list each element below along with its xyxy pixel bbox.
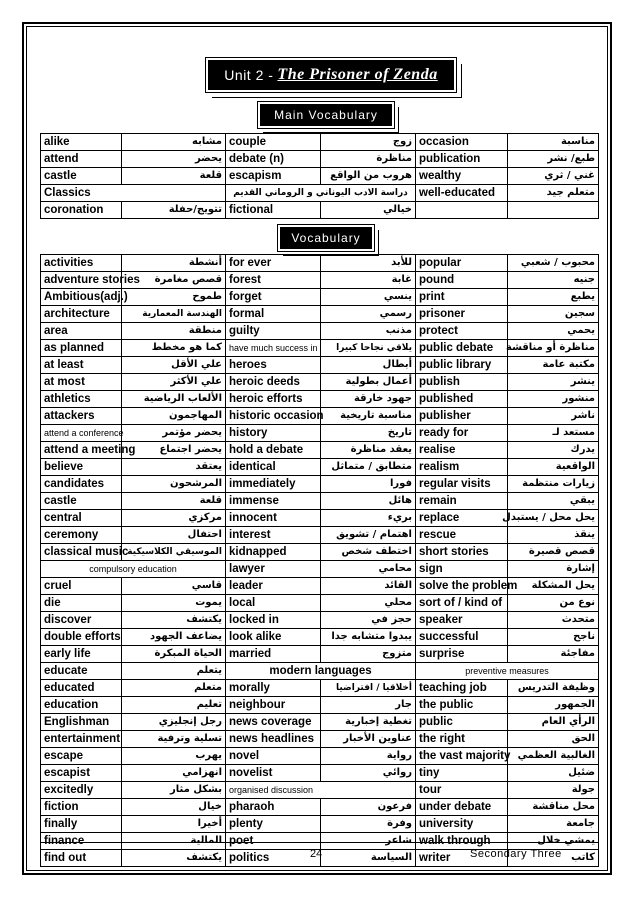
word-ar: طبع/ نشر bbox=[508, 151, 599, 168]
word-ar: ناجح bbox=[508, 629, 599, 646]
word-ar: يحمي bbox=[508, 323, 599, 340]
word-ar: الواقعية bbox=[508, 459, 599, 476]
word-ar: وفرة bbox=[321, 816, 416, 833]
vocab-row bbox=[41, 255, 599, 272]
word-en: writer bbox=[416, 850, 508, 867]
word-en: walk through bbox=[416, 833, 508, 850]
word-en: sign bbox=[416, 561, 508, 578]
word-en: at most bbox=[41, 374, 122, 391]
word-ar: دراسة الادب اليوناني و الروماني القديم bbox=[226, 185, 416, 202]
word-en: Classics bbox=[41, 185, 226, 202]
word-en: attend bbox=[41, 151, 122, 168]
word-en: public debate bbox=[416, 340, 508, 357]
word-ar: طموح bbox=[122, 289, 226, 306]
word-en: solve the problem bbox=[416, 578, 508, 595]
word-en: heroic deeds bbox=[226, 374, 321, 391]
word-en: married bbox=[226, 646, 321, 663]
vocab-row bbox=[41, 731, 599, 748]
vocab-row bbox=[41, 442, 599, 459]
word-ar: قاسي bbox=[122, 578, 226, 595]
word-en: pound bbox=[416, 272, 508, 289]
word-ar: محل مناقشة bbox=[508, 799, 599, 816]
vocab-row bbox=[41, 357, 599, 374]
word-en: under debate bbox=[416, 799, 508, 816]
word-ar: ينقذ bbox=[508, 527, 599, 544]
vocab-row bbox=[41, 202, 599, 219]
word-en: news headlines bbox=[226, 731, 321, 748]
word-en: as planned bbox=[41, 340, 122, 357]
word-ar: انهزامي bbox=[122, 765, 226, 782]
word-en: look alike bbox=[226, 629, 321, 646]
word-ar: السياسة bbox=[321, 850, 416, 867]
word-en: publisher bbox=[416, 408, 508, 425]
vocab-row bbox=[41, 612, 599, 629]
main-vocabulary-table bbox=[40, 133, 599, 219]
word-en: the vast majority bbox=[416, 748, 508, 765]
word-ar: متزوج bbox=[321, 646, 416, 663]
word-en: have much success in bbox=[226, 340, 321, 357]
word-ar: خيالي bbox=[321, 202, 416, 219]
word-en: for ever bbox=[226, 255, 321, 272]
word-en: speaker bbox=[416, 612, 508, 629]
word-en: morally bbox=[226, 680, 321, 697]
word-en: realise bbox=[416, 442, 508, 459]
word-ar: أبطال bbox=[321, 357, 416, 374]
word-ar: يعتقد bbox=[122, 459, 226, 476]
word-en: wealthy bbox=[416, 168, 508, 185]
word-ar: يمشي خلال bbox=[508, 833, 599, 850]
word-en: believe bbox=[41, 459, 122, 476]
word-ar: أنشطة bbox=[122, 255, 226, 272]
word-en: poet bbox=[226, 833, 321, 850]
word-en: protect bbox=[416, 323, 508, 340]
word-en: escapism bbox=[226, 168, 321, 185]
vocab-row bbox=[41, 748, 599, 765]
word-en: history bbox=[226, 425, 321, 442]
word-ar: ينسي bbox=[321, 289, 416, 306]
vocab-row bbox=[41, 663, 599, 680]
vocab-row bbox=[41, 544, 599, 561]
word-ar: بريء bbox=[321, 510, 416, 527]
word-en: successful bbox=[416, 629, 508, 646]
word-ar: يحل محل / يستبدل bbox=[508, 510, 599, 527]
word-en: educate bbox=[41, 663, 122, 680]
word-ar: مستعد لـ bbox=[508, 425, 599, 442]
word-en: Englishman bbox=[41, 714, 122, 731]
word-ar: الرأي العام bbox=[508, 714, 599, 731]
word-ar: مشابه bbox=[122, 134, 226, 151]
word-en: preventive measures bbox=[416, 663, 599, 680]
word-en: fictional bbox=[226, 202, 321, 219]
word-en: double efforts bbox=[41, 629, 122, 646]
word-ar: يكتشف bbox=[122, 850, 226, 867]
word-ar: تسلية وترفية bbox=[122, 731, 226, 748]
word-ar: اختطف شخص bbox=[321, 544, 416, 561]
word-ar: تتويج/حفلة bbox=[122, 202, 226, 219]
word-en: immediately bbox=[226, 476, 321, 493]
word-ar: هائل bbox=[321, 493, 416, 510]
word-en: hold a debate bbox=[226, 442, 321, 459]
word-ar: كاتب bbox=[508, 850, 599, 867]
word-ar: تاريخ bbox=[321, 425, 416, 442]
word-en: guilty bbox=[226, 323, 321, 340]
word-en: architecture bbox=[41, 306, 122, 323]
word-en: escape bbox=[41, 748, 122, 765]
vocab-row bbox=[41, 680, 599, 697]
word-en: at least bbox=[41, 357, 122, 374]
word-ar: محبوب / شعبي bbox=[508, 255, 599, 272]
word-ar: خيال bbox=[122, 799, 226, 816]
word-ar: يعقد مناظرة bbox=[321, 442, 416, 459]
unit-title-banner bbox=[206, 58, 456, 92]
vocab-row bbox=[41, 646, 599, 663]
word-en: novelist bbox=[226, 765, 321, 782]
word-ar: رسمي bbox=[321, 306, 416, 323]
word-ar: جهود خارقة bbox=[321, 391, 416, 408]
word-ar: متعلم جيد bbox=[508, 185, 599, 202]
word-ar: فرعون bbox=[321, 799, 416, 816]
word-ar: يكتشف bbox=[122, 612, 226, 629]
word-en: couple bbox=[226, 134, 321, 151]
word-ar: الغالبية العظمي bbox=[508, 748, 599, 765]
vocab-row bbox=[41, 595, 599, 612]
word-en: plenty bbox=[226, 816, 321, 833]
word-ar: ناشر bbox=[508, 408, 599, 425]
vocab-row bbox=[41, 425, 599, 442]
word-ar: رجل إنجليزي bbox=[122, 714, 226, 731]
word-ar: الحياة المبكرة bbox=[122, 646, 226, 663]
unit-prefix: Unit 2 - bbox=[224, 67, 274, 83]
word-ar: يطبع bbox=[508, 289, 599, 306]
word-ar: مركزي bbox=[122, 510, 226, 527]
vocab-row bbox=[41, 799, 599, 816]
word-en: formal bbox=[226, 306, 321, 323]
vocab-row bbox=[41, 493, 599, 510]
main-vocabulary-header bbox=[258, 102, 394, 128]
word-en: area bbox=[41, 323, 122, 340]
vocab-row bbox=[41, 289, 599, 306]
word-en: the public bbox=[416, 697, 508, 714]
word-en: well-educated bbox=[416, 185, 508, 202]
word-ar: يحل المشكلة bbox=[508, 578, 599, 595]
word-ar: للأبد bbox=[321, 255, 416, 272]
word-ar: ينشر bbox=[508, 374, 599, 391]
series-title: Secondary Three bbox=[470, 848, 562, 860]
word-ar: منطقة bbox=[122, 323, 226, 340]
word-ar: تعليم bbox=[122, 697, 226, 714]
word-en: castle bbox=[41, 493, 122, 510]
word-ar: أخيرا bbox=[122, 816, 226, 833]
word-ar: رواية bbox=[321, 748, 416, 765]
word-ar: مكتبة عامة bbox=[508, 357, 599, 374]
word-ar: غابة bbox=[321, 272, 416, 289]
word-ar bbox=[508, 202, 599, 219]
word-ar: محامي bbox=[321, 561, 416, 578]
word-en: candidates bbox=[41, 476, 122, 493]
word-ar: مناسبة تاريخية bbox=[321, 408, 416, 425]
word-ar: متطابق / متماثل bbox=[321, 459, 416, 476]
word-en: prisoner bbox=[416, 306, 508, 323]
word-en: activities bbox=[41, 255, 122, 272]
vocab-row bbox=[41, 510, 599, 527]
word-ar: الهندسة المعمارية bbox=[122, 306, 226, 323]
vocab-row bbox=[41, 374, 599, 391]
vocab-row bbox=[41, 168, 599, 185]
word-en: escapist bbox=[41, 765, 122, 782]
word-en: central bbox=[41, 510, 122, 527]
word-en: politics bbox=[226, 850, 321, 867]
word-ar: علي الأكثر bbox=[122, 374, 226, 391]
word-en: cruel bbox=[41, 578, 122, 595]
word-en: alike bbox=[41, 134, 122, 151]
footer-divider bbox=[40, 842, 598, 843]
word-ar: تغطية إخبارية bbox=[321, 714, 416, 731]
word-ar: متحدث bbox=[508, 612, 599, 629]
vocab-row bbox=[41, 765, 599, 782]
word-ar: أعمال بطولية bbox=[321, 374, 416, 391]
word-en: regular visits bbox=[416, 476, 508, 493]
vocab-row bbox=[41, 459, 599, 476]
word-ar: قلعة bbox=[122, 493, 226, 510]
word-en: immense bbox=[226, 493, 321, 510]
word-en: sort of / kind of bbox=[416, 595, 508, 612]
word-en: pharaoh bbox=[226, 799, 321, 816]
word-en: popular bbox=[416, 255, 508, 272]
word-ar: يبقي bbox=[508, 493, 599, 510]
word-ar: مفاجئة bbox=[508, 646, 599, 663]
word-en: find out bbox=[41, 850, 122, 867]
word-en: news coverage bbox=[226, 714, 321, 731]
word-en: tiny bbox=[416, 765, 508, 782]
word-ar: يدرك bbox=[508, 442, 599, 459]
word-ar: يحضر bbox=[122, 151, 226, 168]
word-en: compulsory education bbox=[41, 561, 226, 578]
word-ar: سجين bbox=[508, 306, 599, 323]
vocab-row bbox=[41, 816, 599, 833]
word-en: leader bbox=[226, 578, 321, 595]
word-ar: احتفال bbox=[122, 527, 226, 544]
word-en: ceremony bbox=[41, 527, 122, 544]
word-ar: يحضر مؤتمر bbox=[122, 425, 226, 442]
word-en: die bbox=[41, 595, 122, 612]
word-ar: زيارات منتظمة bbox=[508, 476, 599, 493]
word-ar: قلعة bbox=[122, 168, 226, 185]
vocab-row bbox=[41, 578, 599, 595]
word-ar: المهاجمون bbox=[122, 408, 226, 425]
word-ar: مذنب bbox=[321, 323, 416, 340]
word-ar: الموسيقي الكلاسيكية bbox=[122, 544, 226, 561]
word-en: classical music bbox=[41, 544, 122, 561]
word-en: lawyer bbox=[226, 561, 321, 578]
word-ar: أخلاقيا / افتراضيا bbox=[321, 680, 416, 697]
vocab-row bbox=[41, 323, 599, 340]
vocab-row bbox=[41, 476, 599, 493]
word-ar: متعلم bbox=[122, 680, 226, 697]
word-ar: علي الأقل bbox=[122, 357, 226, 374]
word-en: heroic efforts bbox=[226, 391, 321, 408]
vocab-row bbox=[41, 340, 599, 357]
word-en: university bbox=[416, 816, 508, 833]
word-ar: الحق bbox=[508, 731, 599, 748]
word-ar: جولة bbox=[508, 782, 599, 799]
word-en: adventure stories bbox=[41, 272, 122, 289]
word-ar: المرشحون bbox=[122, 476, 226, 493]
word-ar: مناظرة bbox=[321, 151, 416, 168]
word-ar: اهتمام / تشويق bbox=[321, 527, 416, 544]
word-ar: الألعاب الرياضية bbox=[122, 391, 226, 408]
word-en: novel bbox=[226, 748, 321, 765]
word-en: forest bbox=[226, 272, 321, 289]
word-ar: مناسبة bbox=[508, 134, 599, 151]
word-ar: قصص قصيرة bbox=[508, 544, 599, 561]
word-en: debate (n) bbox=[226, 151, 321, 168]
vocabulary-label: Vocabulary bbox=[291, 231, 361, 245]
vocab-row bbox=[41, 391, 599, 408]
word-ar: يضاعف الجهود bbox=[122, 629, 226, 646]
word-ar: شاعر bbox=[321, 833, 416, 850]
word-ar: وظيفة التدريس bbox=[508, 680, 599, 697]
word-en: entertainment bbox=[41, 731, 122, 748]
word-ar: منشور bbox=[508, 391, 599, 408]
word-en: forget bbox=[226, 289, 321, 306]
word-en: publish bbox=[416, 374, 508, 391]
word-en: published bbox=[416, 391, 508, 408]
word-en: heroes bbox=[226, 357, 321, 374]
word-en: public library bbox=[416, 357, 508, 374]
word-en: occasion bbox=[416, 134, 508, 151]
word-ar: بشكل مثار bbox=[122, 782, 226, 799]
word-ar: جار bbox=[321, 697, 416, 714]
word-ar: هروب من الواقع bbox=[321, 168, 416, 185]
word-en: print bbox=[416, 289, 508, 306]
word-en: educated bbox=[41, 680, 122, 697]
vocab-row bbox=[41, 561, 599, 578]
word-ar: محلي bbox=[321, 595, 416, 612]
vocab-row bbox=[41, 527, 599, 544]
word-en: interest bbox=[226, 527, 321, 544]
vocab-row bbox=[41, 134, 599, 151]
vocabulary-header bbox=[278, 225, 374, 251]
word-ar: يموت bbox=[122, 595, 226, 612]
word-en: short stories bbox=[416, 544, 508, 561]
word-ar: القائد bbox=[321, 578, 416, 595]
word-en: Ambitious(adj.) bbox=[41, 289, 122, 306]
word-ar: يحضر اجتماع bbox=[122, 442, 226, 459]
vocab-row bbox=[41, 697, 599, 714]
word-ar: المالية bbox=[122, 833, 226, 850]
word-en: remain bbox=[416, 493, 508, 510]
word-en: attackers bbox=[41, 408, 122, 425]
word-en: fiction bbox=[41, 799, 122, 816]
word-ar: فورا bbox=[321, 476, 416, 493]
page-number: 24 bbox=[310, 848, 323, 860]
word-ar: إشارة bbox=[508, 561, 599, 578]
word-ar: كما هو مخطط bbox=[122, 340, 226, 357]
vocab-row bbox=[41, 833, 599, 850]
word-en: finally bbox=[41, 816, 122, 833]
word-en: publication bbox=[416, 151, 508, 168]
word-ar: يبدوا متشابه جدا bbox=[321, 629, 416, 646]
word-en: teaching job bbox=[416, 680, 508, 697]
vocab-row bbox=[41, 714, 599, 731]
word-ar: يلاقي نجاحا كبيرا bbox=[321, 340, 416, 357]
word-en: tour bbox=[416, 782, 508, 799]
word-ar: جامعة bbox=[508, 816, 599, 833]
word-en: education bbox=[41, 697, 122, 714]
word-en: organised discussion bbox=[226, 782, 416, 799]
word-ar: عناوين الأخبار bbox=[321, 731, 416, 748]
unit-title: The Prisoner of Zenda bbox=[277, 66, 438, 83]
vocabulary-table bbox=[40, 254, 599, 867]
word-en: public bbox=[416, 714, 508, 731]
word-en: finance bbox=[41, 833, 122, 850]
word-en bbox=[416, 202, 508, 219]
word-ar: يهرب bbox=[122, 748, 226, 765]
word-ar: غني / ثري bbox=[508, 168, 599, 185]
word-ar: زوج bbox=[321, 134, 416, 151]
vocab-row bbox=[41, 629, 599, 646]
word-ar: حجز في bbox=[321, 612, 416, 629]
word-en: the right bbox=[416, 731, 508, 748]
word-ar: يتعلم bbox=[122, 663, 226, 680]
word-ar: روائي bbox=[321, 765, 416, 782]
word-en: ready for bbox=[416, 425, 508, 442]
word-en: local bbox=[226, 595, 321, 612]
vocab-row bbox=[41, 272, 599, 289]
word-ar: جنيه bbox=[508, 272, 599, 289]
word-en: neighbour bbox=[226, 697, 321, 714]
word-en: early life bbox=[41, 646, 122, 663]
word-en: surprise bbox=[416, 646, 508, 663]
word-en: castle bbox=[41, 168, 122, 185]
word-en: realism bbox=[416, 459, 508, 476]
word-ar: الجمهور bbox=[508, 697, 599, 714]
word-en: kidnapped bbox=[226, 544, 321, 561]
word-en: discover bbox=[41, 612, 122, 629]
word-en: athletics bbox=[41, 391, 122, 408]
word-ar: قصص مغامرة bbox=[122, 272, 226, 289]
vocab-row bbox=[41, 408, 599, 425]
vocab-row bbox=[41, 185, 599, 202]
vocab-row bbox=[41, 782, 599, 799]
word-en: historic occasion bbox=[226, 408, 321, 425]
word-en: rescue bbox=[416, 527, 508, 544]
word-en: locked in bbox=[226, 612, 321, 629]
word-en: replace bbox=[416, 510, 508, 527]
main-vocabulary-label: Main Vocabulary bbox=[274, 108, 378, 122]
word-en: attend a conference bbox=[41, 425, 122, 442]
word-en: identical bbox=[226, 459, 321, 476]
word-ar: مناظرة أو مناقشة bbox=[508, 340, 599, 357]
word-ar: نوع من bbox=[508, 595, 599, 612]
vocab-row bbox=[41, 151, 599, 168]
word-en: modern languages bbox=[226, 663, 416, 680]
word-ar: ضئيل bbox=[508, 765, 599, 782]
vocab-row bbox=[41, 306, 599, 323]
word-en: coronation bbox=[41, 202, 122, 219]
word-en: innocent bbox=[226, 510, 321, 527]
word-en: excitedly bbox=[41, 782, 122, 799]
word-en: attend a meeting bbox=[41, 442, 122, 459]
